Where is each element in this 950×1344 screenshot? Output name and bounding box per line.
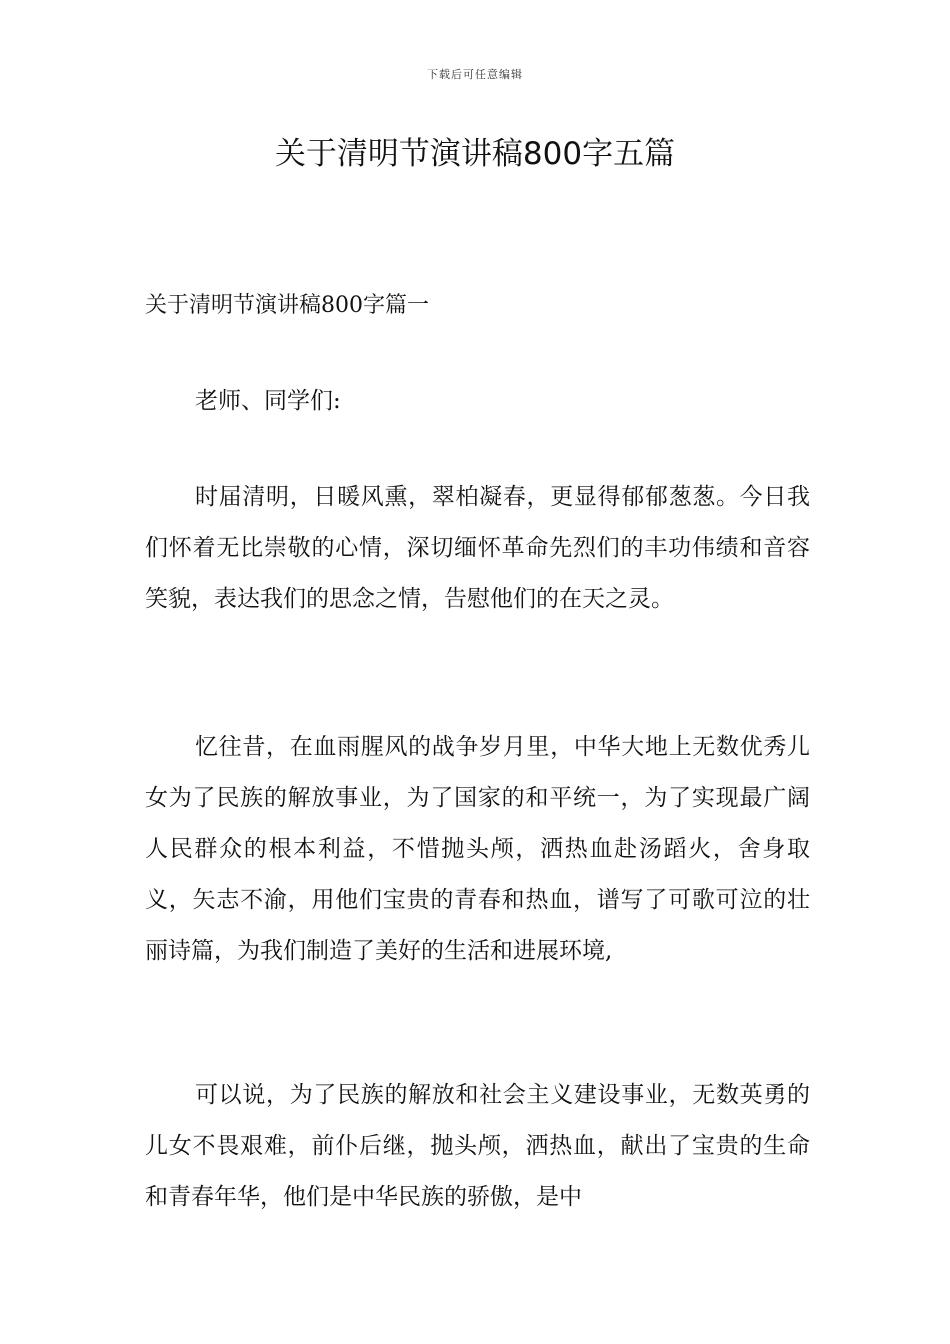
body-paragraph-1: 时届清明，日暖风熏，翠柏凝春，更显得郁郁葱葱。今日我们怀着无比崇敬的心情，深切缅怀革命先烈们的丰功伟绩和音容笑貌，表达我们的思念之情，告慰他们的在天之灵。	[145, 484, 810, 612]
section-heading: 关于清明节演讲稿800字篇一	[145, 293, 429, 318]
body-paragraph-3: 可以说，为了民族的解放和社会主义建设事业，无数英勇的儿女不畏艰难，前仆后继，抛头颅，洒热血，献出了宝贵的生命和青春年华，他们是中华民族的骄傲，是中	[145, 1082, 810, 1210]
greeting-line: 老师、同学们:	[195, 388, 341, 414]
document-title: 关于清明节演讲稿800字五篇	[274, 136, 676, 172]
page-header-note: 下载后可任意编辑	[427, 68, 523, 81]
body-paragraph-2: 忆往昔，在血雨腥风的战争岁月里，中华大地上无数优秀儿女为了民族的解放事业，为了国家的和平统一，为了实现最广阔人民群众的根本利益，不惜抛头颅，洒热血赴汤蹈火，舍身取义，矢志不渝，用他们宝贵的青春和热血，谱写了可歌可泣的壮丽诗篇，为我们制造了美好的生活和进展环境,	[145, 734, 810, 964]
